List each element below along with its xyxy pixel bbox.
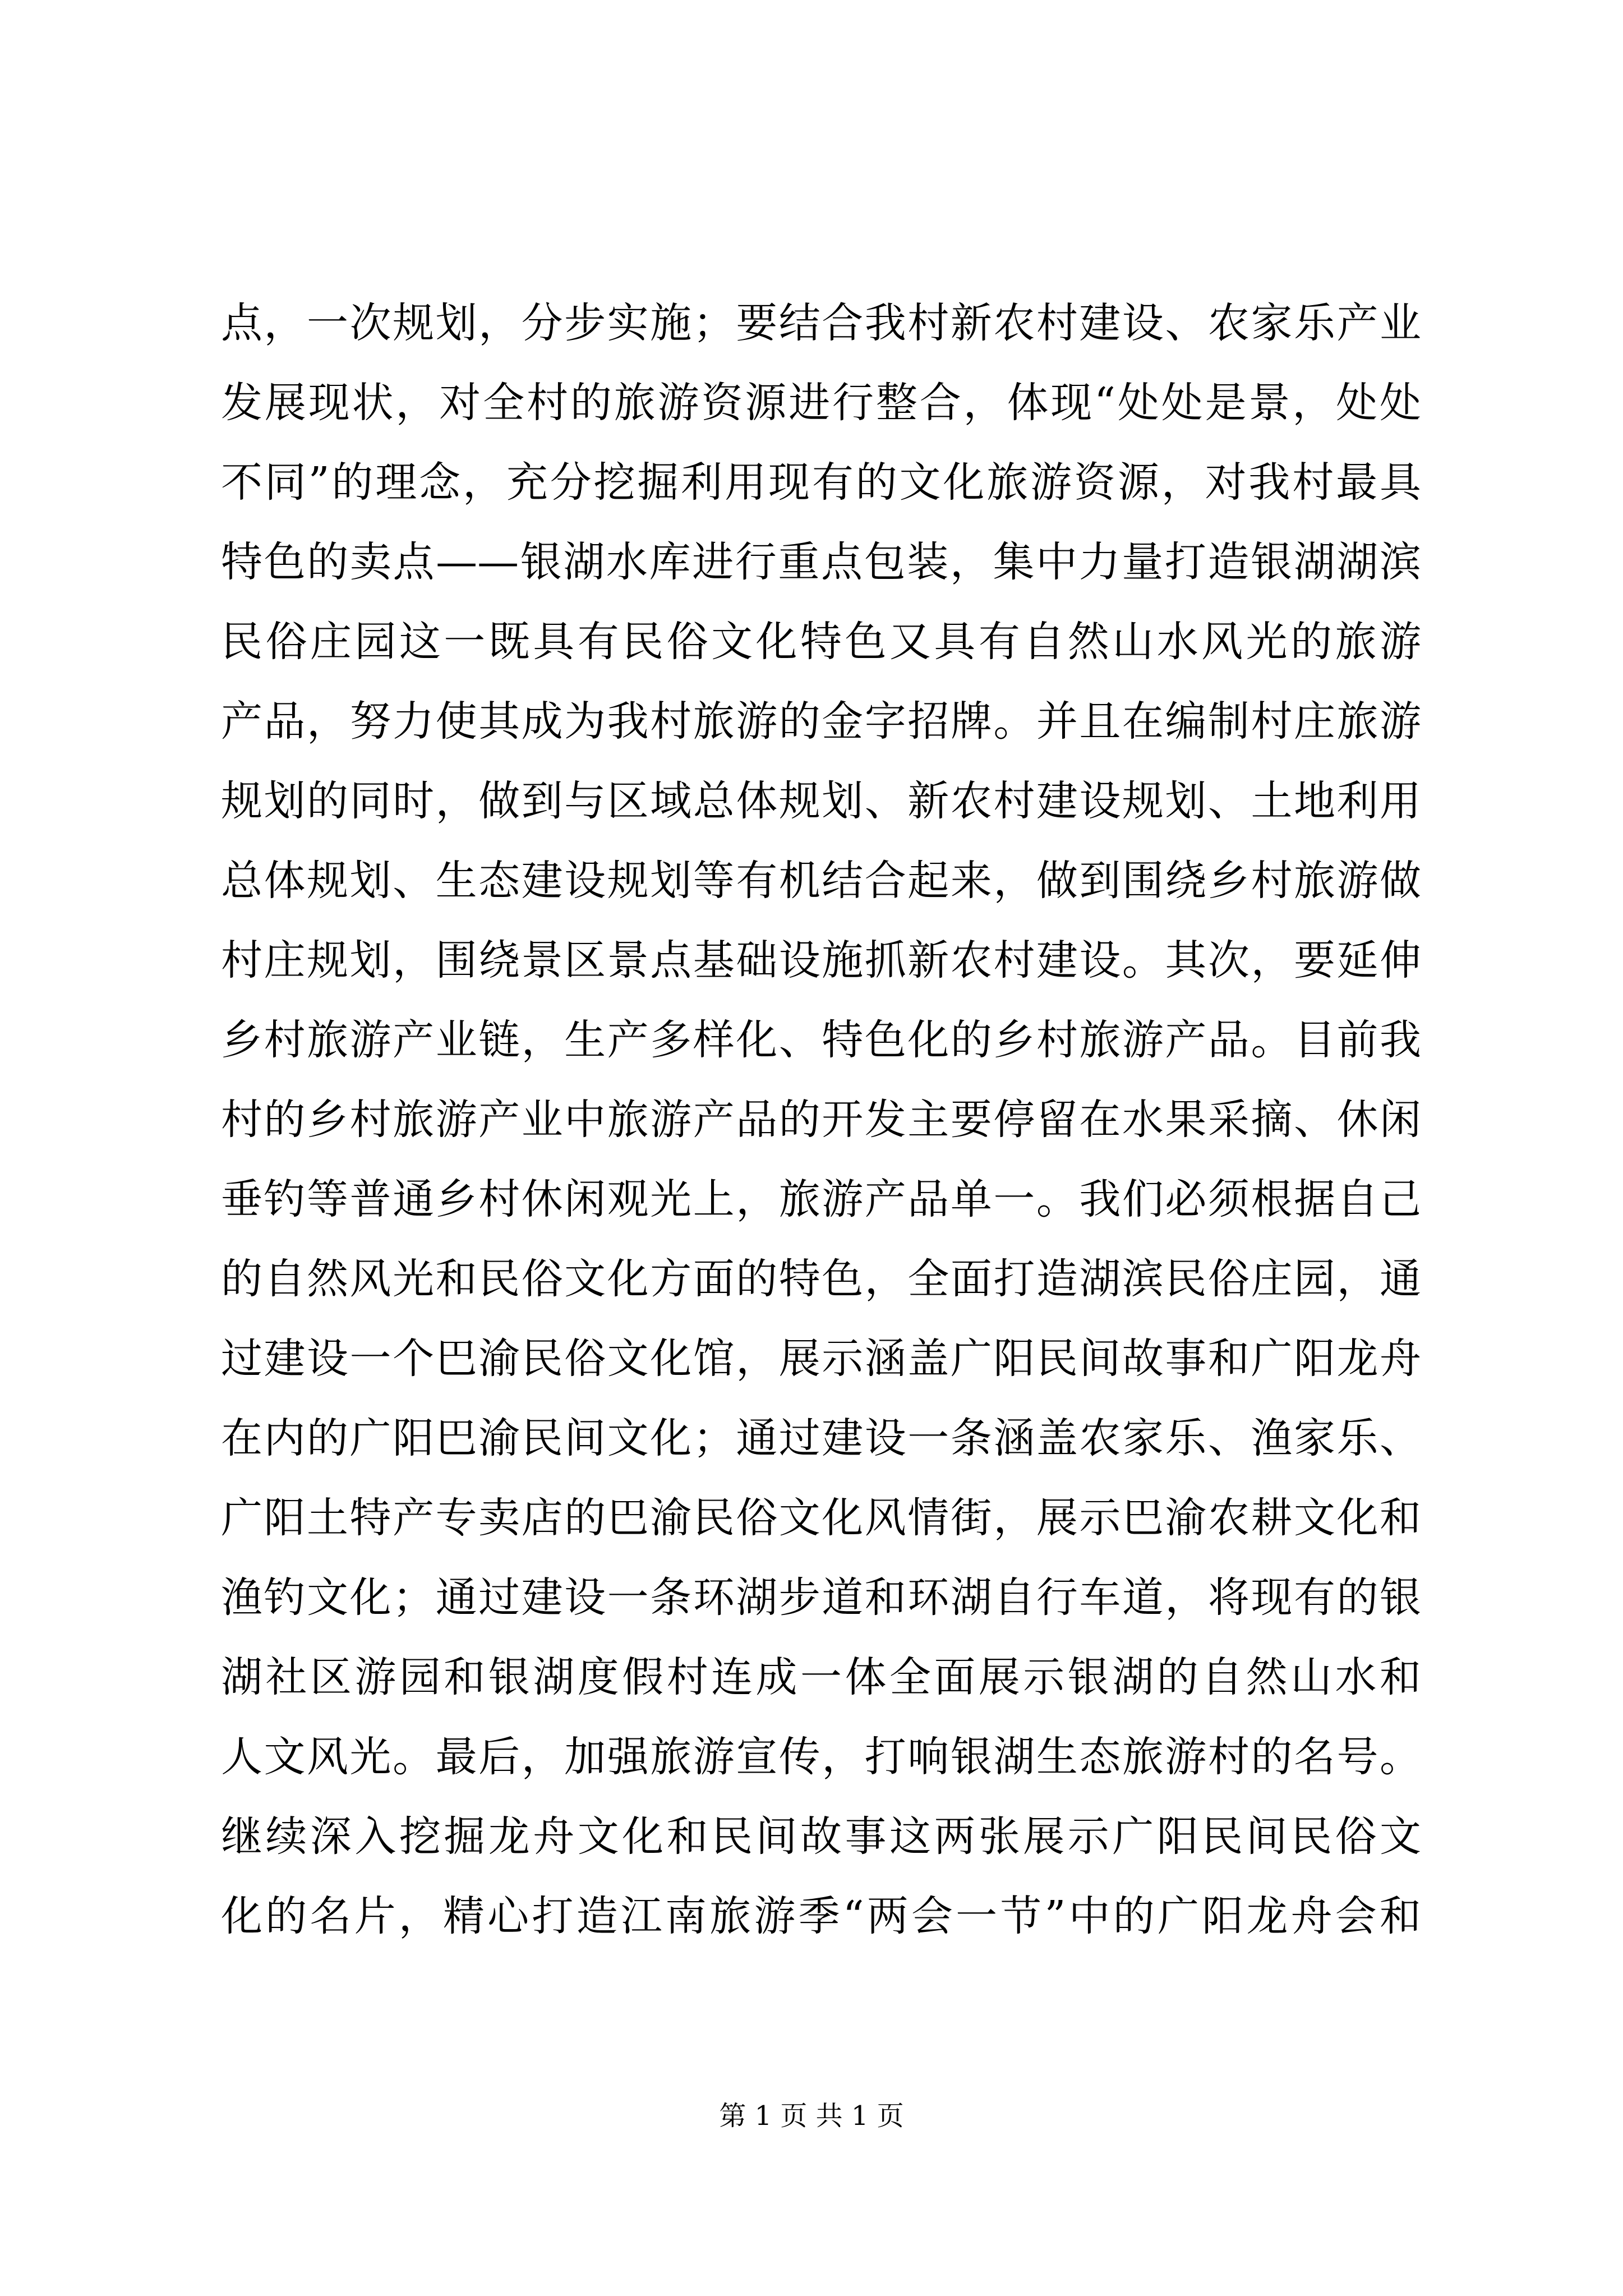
text-line: 湖社区游园和银湖度假村连成一体全面展示银湖的自然山水和 xyxy=(221,1653,1421,1701)
text-line: 规划的同时，做到与区域总体规划、新农村建设规划、土地利用 xyxy=(221,777,1421,825)
text-line: 化的名片，精心打造江南旅游季“两会一节”中的广阳龙舟会和 xyxy=(221,1892,1421,1940)
text-line: 在内的广阳巴渝民间文化；通过建设一条涵盖农家乐、渔家乐、 xyxy=(221,1414,1421,1462)
text-line: 广阳土特产专卖店的巴渝民俗文化风情街，展示巴渝农耕文化和 xyxy=(221,1494,1421,1542)
text-line: 点，一次规划，分步实施；要结合我村新农村建设、农家乐产业 xyxy=(221,299,1421,347)
text-line: 特色的卖点——银湖水库进行重点包装，集中力量打造银湖湖滨 xyxy=(221,538,1421,586)
text-line: 产品，努力使其成为我村旅游的金字招牌。并且在编制村庄旅游 xyxy=(221,697,1421,746)
text-line: 村的乡村旅游产业中旅游产品的开发主要停留在水果采摘、休闲 xyxy=(221,1096,1421,1144)
text-line: 过建设一个巴渝民俗文化馆，展示涵盖广阳民间故事和广阳龙舟 xyxy=(221,1335,1421,1383)
text-line: 渔钓文化；通过建设一条环湖步道和环湖自行车道，将现有的银 xyxy=(221,1573,1421,1622)
text-line: 乡村旅游产业链，生产多样化、特色化的乡村旅游产品。目前我 xyxy=(221,1016,1421,1064)
text-line: 总体规划、生态建设规划等有机结合起来，做到围绕乡村旅游做 xyxy=(221,857,1421,905)
text-line: 发展现状，对全村的旅游资源进行整合，体现“处处是景，处处 xyxy=(221,379,1421,427)
text-line: 不同”的理念，充分挖掘利用现有的文化旅游资源，对我村最具 xyxy=(221,458,1421,507)
text-line: 人文风光。最后，加强旅游宣传，打响银湖生态旅游村的名号。 xyxy=(221,1733,1421,1781)
text-line: 村庄规划，围绕景区景点基础设施抓新农村建设。其次，要延伸 xyxy=(221,936,1421,984)
text-line: 垂钓等普通乡村休闲观光上，旅游产品单一。我们必须根据自己 xyxy=(221,1175,1421,1223)
body-text xyxy=(221,283,1421,1956)
page-number-footer: 第 1 页 共 1 页 xyxy=(719,2100,904,2132)
text-line: 民俗庄园这一既具有民俗文化特色又具有自然山水风光的旅游 xyxy=(221,618,1421,666)
text-line: 的自然风光和民俗文化方面的特色，全面打造湖滨民俗庄园，通 xyxy=(221,1255,1421,1303)
text-line: 继续深入挖掘龙舟文化和民间故事这两张展示广阳民间民俗文 xyxy=(221,1812,1421,1861)
